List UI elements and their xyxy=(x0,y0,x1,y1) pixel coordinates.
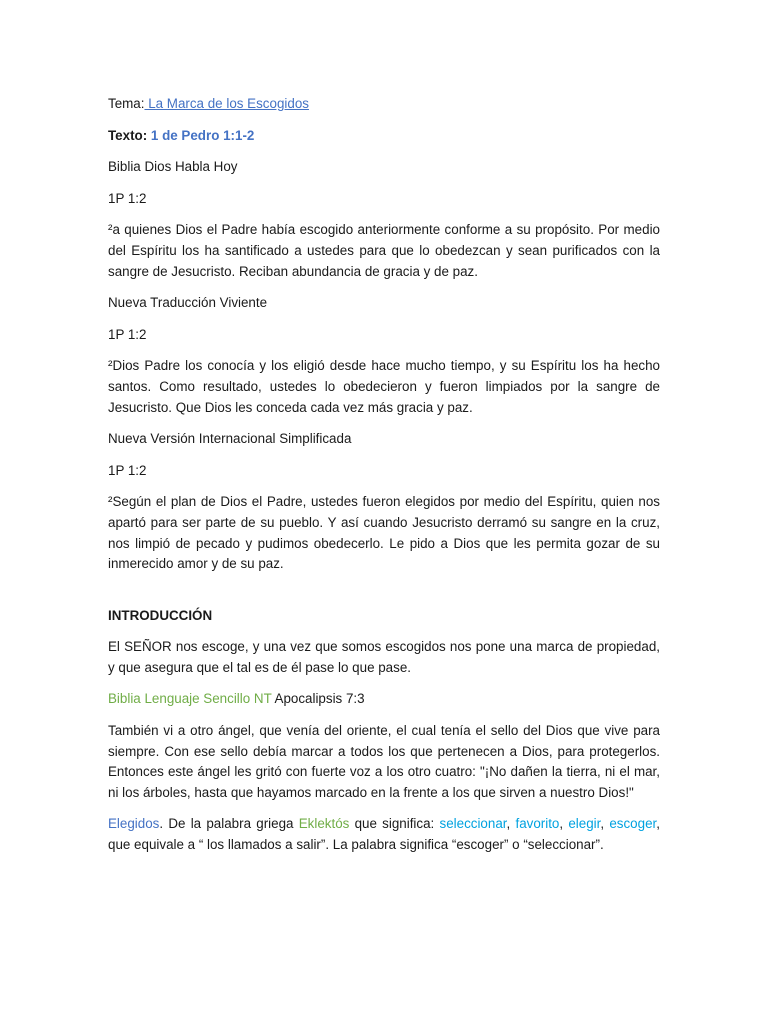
spacer xyxy=(108,586,660,606)
tema-label: Tema: xyxy=(108,96,145,111)
comma-1: , xyxy=(506,816,516,832)
meaning-elegir: elegir xyxy=(568,816,601,832)
tema-title: La Marca de los Escogidos xyxy=(144,96,309,111)
texto-line xyxy=(108,126,660,147)
ref-nvis: 1P 1:2 xyxy=(108,462,147,478)
meaning-seleccionar: seleccionar xyxy=(439,816,507,832)
elegidos-term: Elegidos xyxy=(108,816,160,832)
comma-3: , xyxy=(600,816,610,832)
texto-label: Texto: xyxy=(108,127,151,143)
ref-ntv: 1P 1:2 xyxy=(108,326,147,342)
tema-line xyxy=(108,94,660,115)
greek-word: Eklektós xyxy=(298,816,350,832)
texto-reference: 1 de Pedro 1:1-2 xyxy=(150,127,255,143)
apocalipsis-verse: También vi a otro ángel, que venía del oriente, el cual tenía el sello del Dios que vive para siempre. Con ese sello debía marcar a todos los que pertenecen a Dios, para protegerlos. Entonces este ángel les gritó con fuerte voz a los otro cuatro: "¡No dañen la tierra, ni el mar, ni los árboles, hasta que hayamos marcado en la frente a los que sirven a nuestro Dios!" xyxy=(108,723,660,800)
elegidos-text-2: que significa: xyxy=(349,816,440,832)
verse-ntv: ²Dios Padre los conocía y los eligió desde hace mucho tiempo, y su Espíritu los ha hecho santos. Como resultado, ustedes lo obedecieron y fueron limpiados por la sangre de Jesucristo. Que Dios les conceda cada vez más gracia y paz. xyxy=(108,358,660,415)
elegidos-text-1: . De la palabra griega xyxy=(159,816,299,832)
apocalipsis-line xyxy=(108,689,660,710)
comma-2: , xyxy=(559,816,569,832)
elegidos-paragraph xyxy=(108,814,660,855)
intro-text: El SEÑOR nos escoge, y una vez que somos escogidos nos pone una marca de propiedad, y que asegura que el tal es de él pase lo que pase. xyxy=(108,639,660,675)
document-page xyxy=(108,94,660,867)
apocalipsis-reference: Apocalipsis 7:3 xyxy=(271,691,365,707)
intro-heading: INTRODUCCIÓN xyxy=(108,607,213,623)
version-dhh: Biblia Dios Habla Hoy xyxy=(108,159,238,175)
verse-nvis: ²Según el plan de Dios el Padre, ustedes fueron elegidos por medio del Espíritu, quien nos apartó para ser parte de su pueblo. Y así cuando Jesucristo derramó su sangre en la cruz, nos limpió de pecado y pudimos obedecerlo. Le pido a Dios que les permita gozar de su inmerecido amor y de su paz. xyxy=(108,494,660,572)
ref-dhh: 1P 1:2 xyxy=(108,190,147,206)
elegidos-text-3: , que equivale a “ los llamados a salir”. La palabra significa “escoger” o “seleccionar”. xyxy=(108,816,660,853)
meaning-favorito: favorito xyxy=(515,816,560,832)
version-nvis: Nueva Versión Internacional Simplificada xyxy=(108,431,352,447)
version-ntv: Nueva Traducción Viviente xyxy=(108,295,268,311)
meaning-escoger: escoger xyxy=(609,816,657,832)
verse-dhh: ²a quienes Dios el Padre había escogido anteriormente conforme a su propósito. Por medio del Espíritu los ha santificado a ustedes para que lo obedezcan y sean purificados con la sangre de Jesucristo. Reciban abundancia de gracia y de paz. xyxy=(108,222,660,279)
apocalipsis-version: Biblia Lenguaje Sencillo NT xyxy=(108,691,272,707)
